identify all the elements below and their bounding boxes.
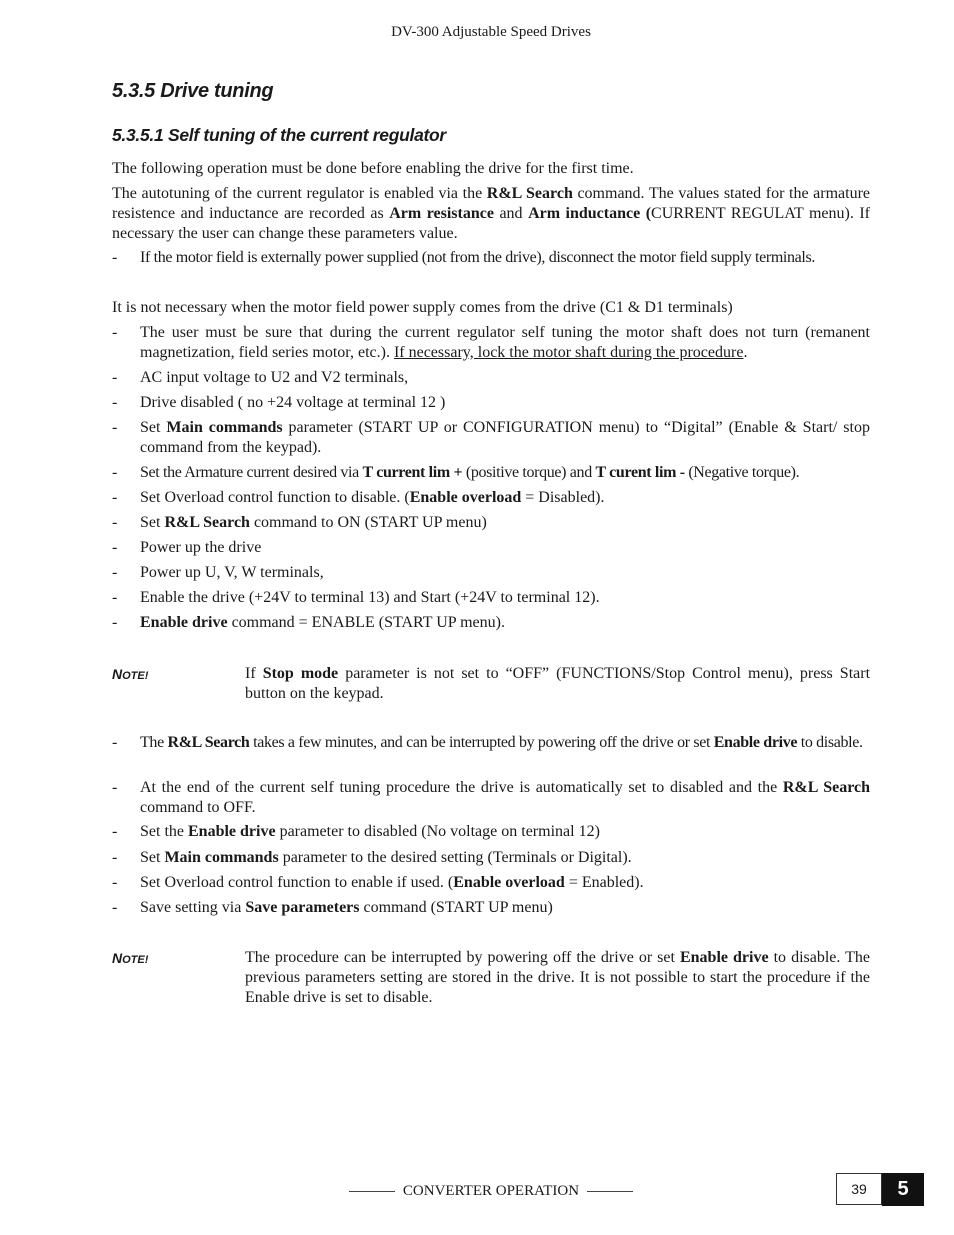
list-item: - Drive disabled ( no +24 voltage at terminal 12 ) bbox=[112, 394, 446, 411]
footer bbox=[0, 1183, 954, 1200]
chapter-tab: 5 bbox=[882, 1173, 924, 1206]
list-item: - Save setting via Save parameters command (START UP menu) bbox=[112, 899, 553, 916]
footer-rule-left bbox=[349, 1191, 395, 1192]
note-label: NOTE! bbox=[112, 666, 149, 682]
list-item: - At the end of the current self tuning procedure the drive is automatically set to disabled and the R&L Search command to OFF. bbox=[112, 779, 871, 816]
page-number: 39 bbox=[836, 1173, 882, 1205]
list-item: - The user must be sure that during the current regulator self tuning the motor shaft does not turn (remanent magnetization, field series motor, etc.). If necessary, lock the motor shaft during the procedure. bbox=[112, 324, 870, 361]
list-item: - Enable drive command = ENABLE (START UP menu). bbox=[112, 614, 505, 631]
list-item: - If the motor field is externally power supplied (not from the drive), disconnect the motor field supply terminals. bbox=[112, 249, 816, 266]
list-item: - Set Overload control function to disable. (Enable overload = Disabled). bbox=[112, 489, 605, 506]
intro-paragraph-1: The following operation must be done before enabling the drive for the first time. bbox=[112, 160, 634, 177]
list-item: - Power up the drive bbox=[112, 539, 262, 556]
list-item: - Set Overload control function to enable if used. (Enable overload = Enabled). bbox=[112, 874, 644, 891]
list-item: - Set Main commands parameter (START UP or CONFIGURATION menu) to “Digital” (Enable & Start/ stop command from the keypad). bbox=[112, 419, 870, 456]
list-item: - AC input voltage to U2 and V2 terminals, bbox=[112, 369, 409, 386]
section-title: 5.3.5 Drive tuning bbox=[112, 80, 274, 102]
list-item: - The R&L Search takes a few minutes, and can be interrupted by powering off the drive or set Enable drive to disable. bbox=[112, 734, 863, 751]
list-item: - Set Main commands parameter to the desired setting (Terminals or Digital). bbox=[112, 849, 632, 866]
subsection-title: 5.3.5.1 Self tuning of the current regulator bbox=[112, 125, 446, 145]
footer-chapter-title: CONVERTER OPERATION bbox=[402, 1183, 580, 1199]
list-item: - Set the Enable drive parameter to disabled (No voltage on terminal 12) bbox=[112, 823, 600, 840]
footer-rule-right bbox=[587, 1191, 633, 1192]
paragraph-field-supply: It is not necessary when the motor field power supply comes from the drive (C1 & D1 terminals) bbox=[112, 299, 733, 316]
list-item: - Set the Armature current desired via T current lim + (positive torque) and T curent lim - (Negative torque). bbox=[112, 464, 800, 481]
list-item: - Set R&L Search command to ON (START UP menu) bbox=[112, 514, 487, 531]
list-item: - Enable the drive (+24V to terminal 13) and Start (+24V to terminal 12). bbox=[112, 589, 600, 606]
note-label: NOTE! bbox=[112, 950, 149, 966]
note-body: If Stop mode parameter is not set to “OFF” (FUNCTIONS/Stop Control menu), press Start button on the keypad. bbox=[245, 665, 871, 702]
running-header: DV-300 Adjustable Speed Drives bbox=[391, 24, 591, 40]
list-item: - Power up U, V, W terminals, bbox=[112, 564, 324, 581]
intro-paragraph-2: The autotuning of the current regulator is enabled via the R&L Search command. The values stated for the armature resistence and inductance are recorded as Arm resistance and Arm inductance (CURRENT REGULAT menu). If necessary the user can change these parameters value. bbox=[112, 185, 871, 242]
note-body: The procedure can be interrupted by powering off the drive or set Enable drive to disable. The previous parameters setting are stored in the drive. It is not possible to start the procedure if the Enable drive is set to disable. bbox=[245, 949, 871, 1006]
